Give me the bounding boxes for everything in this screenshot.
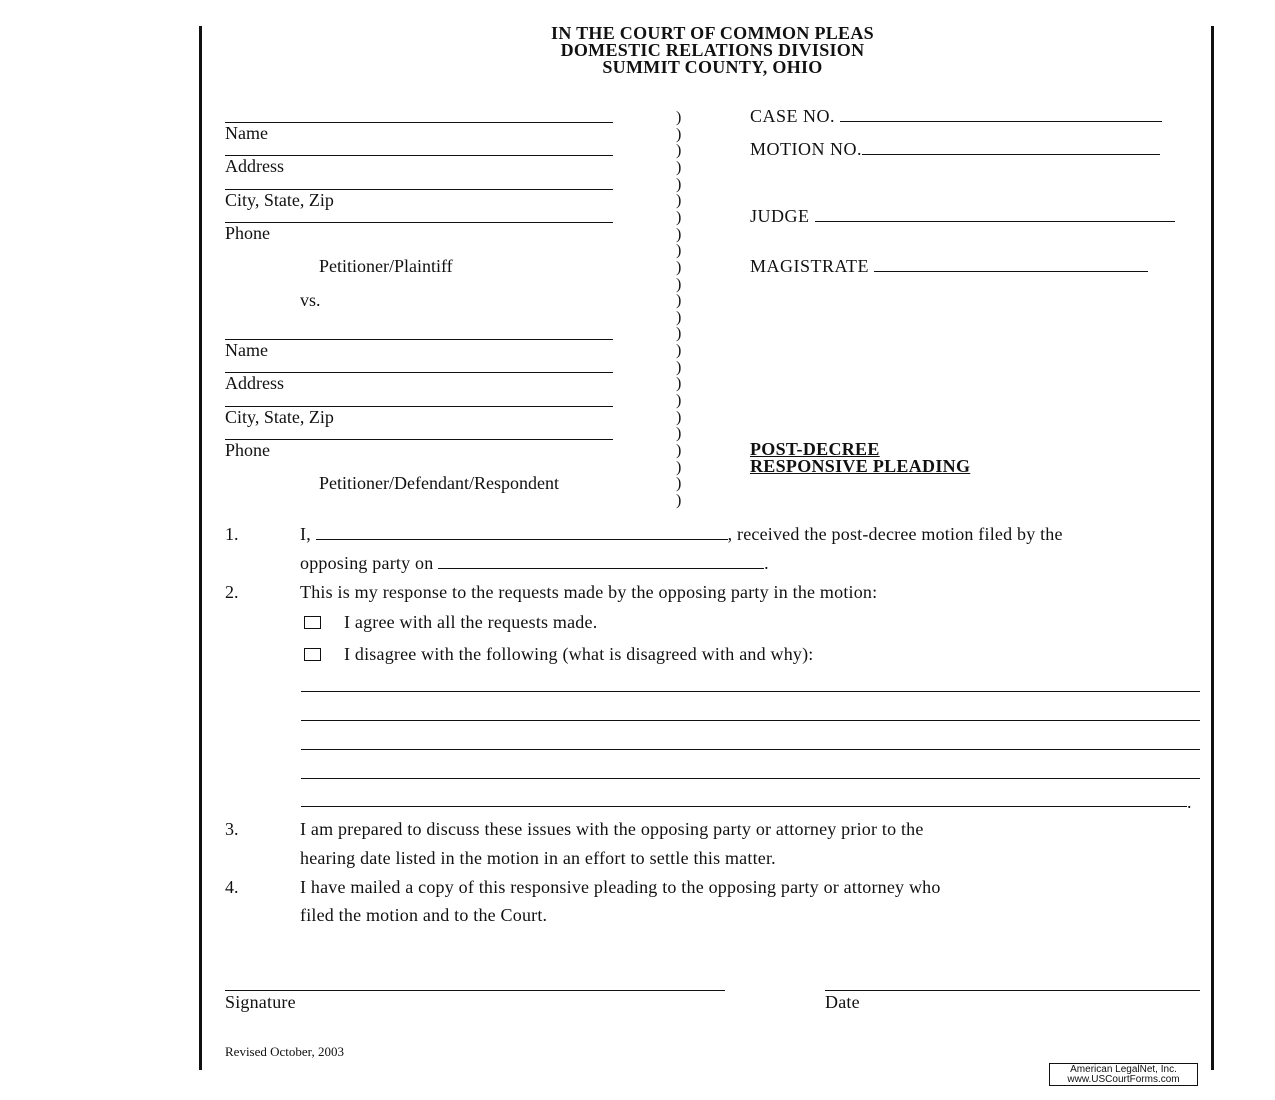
caption-paren: ) xyxy=(676,209,682,226)
caption-paren: ) xyxy=(676,292,682,309)
caption-paren: ) xyxy=(676,325,682,342)
party2-phone-field[interactable] xyxy=(225,439,613,440)
caption-paren: ) xyxy=(676,126,682,143)
motion-no-row xyxy=(750,139,1160,160)
response-line-2[interactable] xyxy=(301,720,1200,721)
response-line-3[interactable] xyxy=(301,749,1200,750)
document-title-line2: RESPONSIVE PLEADING xyxy=(750,456,971,476)
caption-paren: ) xyxy=(676,359,682,376)
item-4-number: 4. xyxy=(225,877,239,897)
signature-label: Signature xyxy=(225,992,296,1012)
item-3-line2: hearing date listed in the motion in an effort to settle this matter. xyxy=(300,848,776,868)
party1-name-field[interactable] xyxy=(225,122,613,123)
agree-checkbox[interactable] xyxy=(304,616,321,629)
court-title: IN THE COURT OF COMMON PLEAS xyxy=(551,23,874,43)
judge-row xyxy=(750,206,1175,227)
signature-field[interactable] xyxy=(225,990,725,991)
judge-field[interactable] xyxy=(815,207,1175,222)
party2-address-label: Address xyxy=(225,373,284,393)
motion-filed-date-field[interactable] xyxy=(438,554,764,569)
caption-paren: ) xyxy=(676,475,682,492)
caption-paren: ) xyxy=(676,159,682,176)
party1-phone-field[interactable] xyxy=(225,222,613,223)
caption-paren: ) xyxy=(676,176,682,193)
caption-paren: ) xyxy=(676,409,682,426)
party2-role: Petitioner/Defendant/Respondent xyxy=(319,473,559,493)
party1-phone-label: Phone xyxy=(225,223,270,243)
item-1-number: 1. xyxy=(225,524,239,544)
caption-paren: ) xyxy=(676,309,682,326)
case-no-field[interactable] xyxy=(840,107,1162,122)
judge-label: JUDGE xyxy=(750,206,810,226)
response-end-period: . xyxy=(1187,792,1192,812)
caption-paren: ) xyxy=(676,392,682,409)
case-no-row xyxy=(750,106,1162,127)
caption-paren: ) xyxy=(676,192,682,209)
item-3-line1: I am prepared to discuss these issues with the opposing party or attorney prior to the xyxy=(300,819,924,839)
caption-paren: ) xyxy=(676,109,682,126)
caption-paren: ) xyxy=(676,442,682,459)
item-1-prefix: I, xyxy=(300,524,311,544)
item-1-line2 xyxy=(300,553,769,574)
item-2-number: 2. xyxy=(225,582,239,602)
item-1-line1 xyxy=(300,524,1063,545)
publisher-name: American LegalNet, Inc. xyxy=(1070,1064,1177,1075)
caption-paren: ) xyxy=(676,425,682,442)
item-1-opposing-label: opposing party on xyxy=(300,553,434,573)
respondent-name-field[interactable] xyxy=(316,525,728,540)
party1-city-label: City, State, Zip xyxy=(225,190,334,210)
caption-paren: ) xyxy=(676,226,682,243)
caption-paren: ) xyxy=(676,276,682,293)
party2-name-label: Name xyxy=(225,340,268,360)
caption-paren: ) xyxy=(676,242,682,259)
publisher-stamp xyxy=(1049,1063,1198,1086)
party2-city-label: City, State, Zip xyxy=(225,407,334,427)
item-3-number: 3. xyxy=(225,819,239,839)
county-title: SUMMIT COUNTY, OHIO xyxy=(602,57,823,77)
date-label: Date xyxy=(825,992,860,1012)
caption-paren: ) xyxy=(676,142,682,159)
magistrate-field[interactable] xyxy=(874,257,1148,272)
revised-note: Revised October, 2003 xyxy=(225,1044,344,1059)
publisher-website: www.USCourtForms.com xyxy=(1067,1074,1180,1085)
item-4-line1: I have mailed a copy of this responsive pleading to the opposing party or attorney who xyxy=(300,877,941,897)
date-field[interactable] xyxy=(825,990,1200,991)
item-2-text: This is my response to the requests made by the opposing party in the motion: xyxy=(300,582,878,602)
party1-role: Petitioner/Plaintiff xyxy=(319,256,453,276)
motion-no-label: MOTION NO. xyxy=(750,139,862,159)
disagree-checkbox[interactable] xyxy=(304,648,321,661)
response-line-5[interactable] xyxy=(301,806,1187,807)
document-title-line1: POST-DECREE xyxy=(750,439,880,459)
agree-option-label: I agree with all the requests made. xyxy=(344,612,598,632)
caption-paren: ) xyxy=(676,259,682,276)
item-4-line2: filed the motion and to the Court. xyxy=(300,905,548,925)
item-1-suffix: , received the post-decree motion filed by the xyxy=(727,524,1063,544)
party1-name-label: Name xyxy=(225,123,268,143)
caption-paren: ) xyxy=(676,492,682,509)
caption-paren: ) xyxy=(676,459,682,476)
response-line-4[interactable] xyxy=(301,778,1200,779)
case-no-label: CASE NO. xyxy=(750,106,836,126)
caption-paren: ) xyxy=(676,375,682,392)
caption-paren: ) xyxy=(676,342,682,359)
motion-no-field[interactable] xyxy=(862,140,1160,155)
magistrate-label: MAGISTRATE xyxy=(750,256,870,276)
division-title: DOMESTIC RELATIONS DIVISION xyxy=(560,40,865,60)
left-margin-rule xyxy=(199,26,202,1070)
disagree-option-label: I disagree with the following (what is disagreed with and why): xyxy=(344,644,814,664)
item-1-period: . xyxy=(764,553,769,573)
right-margin-rule xyxy=(1211,26,1214,1070)
party2-name-field[interactable] xyxy=(225,339,613,340)
response-line-1[interactable] xyxy=(301,691,1200,692)
party1-address-label: Address xyxy=(225,156,284,176)
party2-phone-label: Phone xyxy=(225,440,270,460)
versus-label: vs. xyxy=(300,290,321,310)
magistrate-row xyxy=(750,256,1148,277)
